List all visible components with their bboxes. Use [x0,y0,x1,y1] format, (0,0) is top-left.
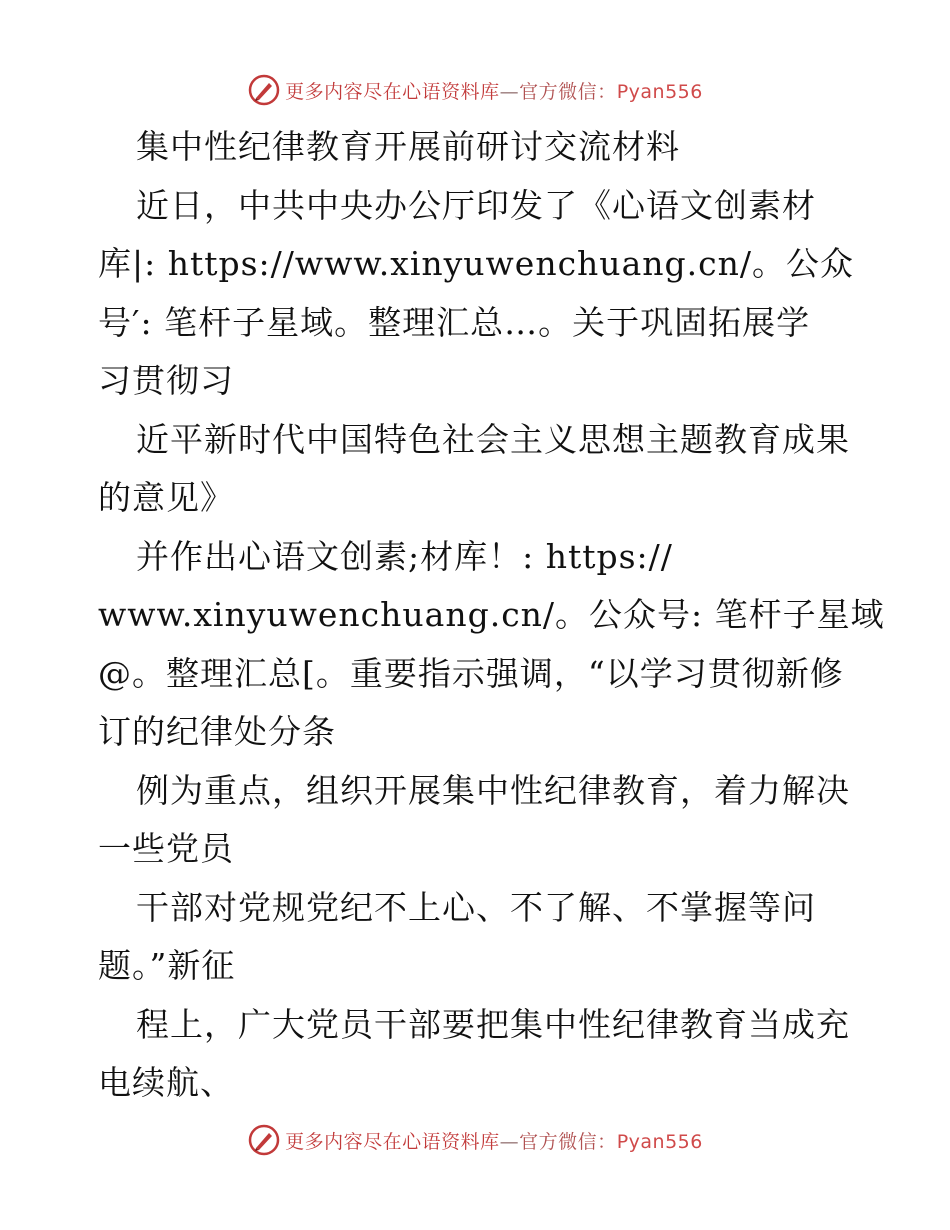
paragraph-line: 电续航、 [98,1063,234,1102]
paragraph-line: 题。”新征 [98,946,236,985]
document-title: 集中性纪律教育开展前研讨交流材料 [136,127,680,166]
paragraph-line: 订的纪律处分条 [98,712,336,751]
banner-wechat-id: Pyan556 [616,80,703,103]
paragraph-line: 例为重点，组织开展集中性纪律教育，着力解决 [136,770,850,810]
banner-dash: — [499,1130,520,1153]
paragraph-line: 程上，广大党员干部要把集中性纪律教育当成充 [136,1004,850,1044]
banner-main-text: 更多内容尽在心语资料库 [285,1130,500,1153]
paragraph-line: 库|: https://www.xinyuwenchuang.cn/。公众 [98,244,854,283]
pen-logo-icon [247,1123,281,1157]
banner-main-text: 更多内容尽在心语资料库 [285,80,500,103]
pen-logo-icon [247,73,281,107]
banner-dash: — [499,80,520,103]
paragraph-line: 习贯彻习 [98,361,234,400]
banner-text [285,77,703,104]
paragraph-line: 一些党员 [98,829,234,868]
footer-watermark-banner [0,1120,950,1160]
paragraph-line: @。整理汇总[。重要指示强调，“以学习贯彻新修 [98,653,844,693]
paragraph-line: 号′: 笔杆子星域。整理汇总…。关于巩固拓展学 [98,302,811,342]
banner-text [285,1127,703,1154]
banner-wechat-id: Pyan556 [616,1130,703,1153]
paragraph-line: 干部对党规党纪不上心、不了解、不掌握等问 [136,887,816,927]
banner-wechat-label: 官方微信： [519,80,617,103]
header-watermark-banner [0,70,950,110]
document-body [98,118,885,1113]
paragraph-line: 近平新时代中国特色社会主义思想主题教育成果 [136,419,850,459]
paragraph-line: 的意见》 [98,478,234,517]
paragraph-line: 并作出心语文创素;材库！: https:// [136,536,673,576]
paragraph-line: 近日，中共中央办公厅印发了《心语文创素材 [136,185,816,225]
banner-wechat-label: 官方微信： [519,1130,617,1153]
paragraph-line: www.xinyuwenchuang.cn/。公众号: 笔杆子星域 [98,595,885,634]
